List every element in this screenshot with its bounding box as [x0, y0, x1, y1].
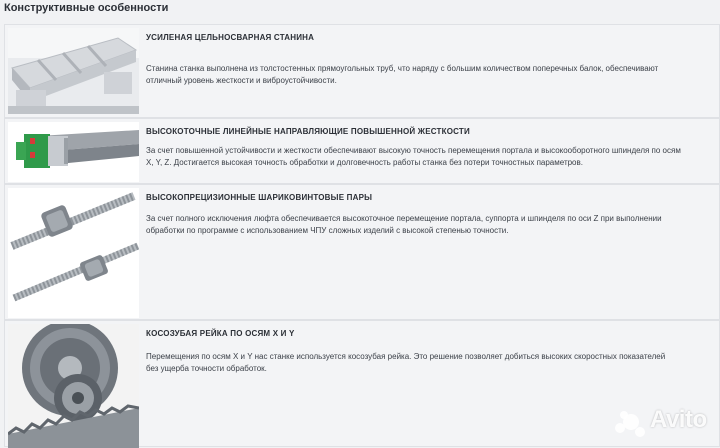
feature-row-frame	[4, 24, 720, 118]
feature-row-linear-guides	[4, 118, 720, 184]
feature-title: КОСОЗУБАЯ РЕЙКА ПО ОСЯМ X И Y	[146, 329, 295, 338]
helical-rack-image	[8, 324, 139, 448]
ball-screw-image	[8, 188, 139, 318]
feature-description: Станина станка выполнена из толстостенных прямоугольных труб, что наряду с большим количеством поперечных балок, обеспечивают отличный уровень жесткости и виброустойчивости.	[146, 64, 659, 85]
avito-watermark-text: Avito	[650, 406, 707, 433]
feature-row-ball-screws	[4, 184, 720, 320]
section-title: Конструктивные особенности	[4, 2, 169, 14]
linear-guide-image	[8, 122, 139, 182]
feature-title: УСИЛЕНАЯ ЦЕЛЬНОСВАРНАЯ СТАНИНА	[146, 33, 315, 42]
welded-frame-image	[8, 28, 139, 114]
feature-description: Перемещения по осям X и Y нас станке используется косозубая рейка. Это решение позволяет добиться высоких скоростных показателей без ущерба точности обработок.	[146, 352, 666, 373]
feature-title: ВЫСОКОТОЧНЫЕ ЛИНЕЙНЫЕ НАПРАВЛЯЮЩИЕ ПОВЫШЕННОЙ ЖЕСТКОСТИ	[146, 127, 470, 136]
feature-title: ВЫСОКОПРЕЦИЗИОННЫЕ ШАРИКОВИНТОВЫЕ ПАРЫ	[146, 193, 373, 202]
feature-description: За счет полного исключения люфта обеспечивается высокоточное перемещение портала, суппорта и шпинделя по оси Z при выполнении обработки по программе с использованием ЧПУ сложных изделий с высокой степенью точности.	[146, 214, 662, 235]
feature-description: За счет повышенной устойчивости и жесткости обеспечивают высокую точность перемещения портала и высокооборотного шпинделя по осям X, Y, Z. Достигается высокая точность обработки и долговечность работы станка без потери точностных параметров.	[146, 146, 681, 167]
feature-row-helical-rack	[4, 320, 720, 447]
